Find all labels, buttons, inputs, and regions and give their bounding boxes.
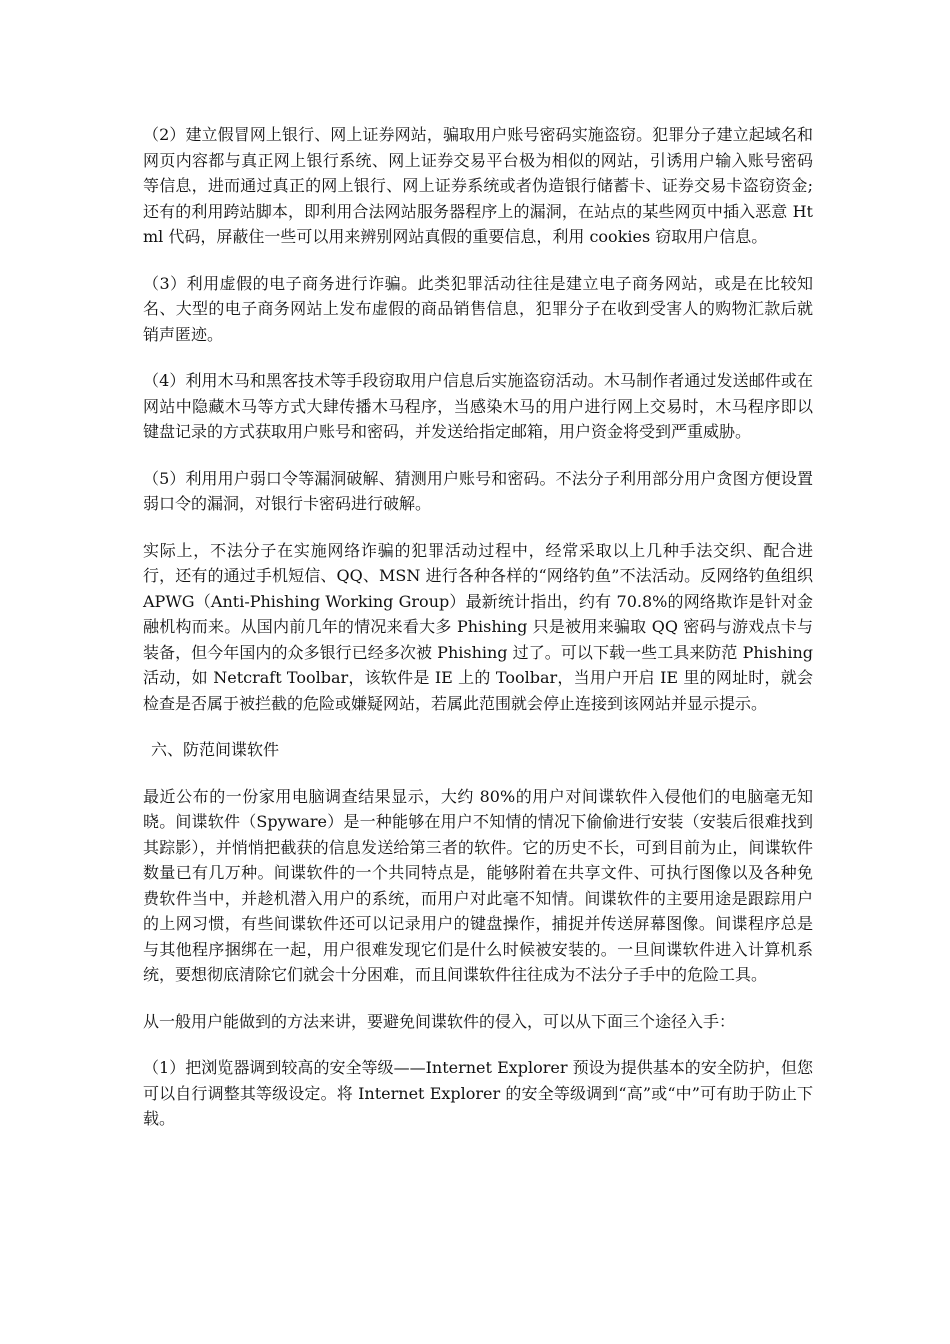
- paragraph-weak-passwords: （5）利用用户弱口令等漏洞破解、猜测用户账号和密码。不法分子利用部分用户贪图方便设置弱口令的漏洞，对银行卡密码进行破解。: [143, 468, 813, 513]
- paragraph-fake-bank-sites: （2）建立假冒网上银行、网上证券网站，骗取用户账号密码实施盗窃。犯罪分子建立起域名和网页内容都与真正网上银行系统、网上证券交易平台极为相似的网站，引诱用户输入账号密码等信息，进而通过真正的网上银行、网上证券系统或者伪造银行储蓄卡、证券交易卡盗窃资金;还有的利用跨站脚本，即利用合法网站服务器程序上的漏洞，在站点的某些网页中插入恶意 Html 代码，屏蔽住一些可以用来辨别网站真假的重要信息，利用 cookies 窃取用户信息。: [143, 125, 813, 246]
- paragraph-phishing-overview: 实际上，不法分子在实施网络诈骗的犯罪活动过程中，经常采取以上几种手法交织、配合进行，还有的通过手机短信、QQ、MSN 进行各种各样的“网络钓鱼”不法活动。反网络钓鱼组织 APWG（Anti-Phishing Working Group）最新统计指出，约有 70.8%的网络欺诈是针对金融机构而来。从国内前几年的情况来看大多 Phishing 只是被用来骗取 QQ 密码与游戏点卡与装备，但今年国内的众多银行已经多次被 Phishing 过了。可以下载一些工具来防范 Phishing 活动，如 Netcraft Toolbar，该软件是 IE 上的 Toolbar，当用户开启 IE 里的网址时，就会检查是否属于被拦截的危险或嫌疑网站，若属此范围就会停止连接到该网站并显示提示。: [143, 540, 813, 713]
- paragraph-trojans-hacking: （4）利用木马和黑客技术等手段窃取用户信息后实施盗窃活动。木马制作者通过发送邮件或在网站中隐藏木马等方式大肆传播木马程序，当感染木马的用户进行网上交易时，木马程序即以键盘记录的方式获取用户账号和密码，并发送给指定邮箱，用户资金将受到严重威胁。: [143, 371, 813, 441]
- paragraph-fake-ecommerce: （3）利用虚假的电子商务进行诈骗。此类犯罪活动往往是建立电子商务网站，或是在比较知名、大型的电子商务网站上发布虚假的商品销售信息，犯罪分子在收到受害人的购物汇款后就销声匿迹。: [143, 273, 813, 344]
- paragraph-spyware-avoidance-intro: 从一般用户能做到的方法来讲，要避免间谍软件的侵入，可以从下面三个途径入手：: [143, 1011, 736, 1031]
- paragraph-browser-security-level: （1）把浏览器调到较高的安全等级——Internet Explorer 预设为提供基本的安全防护，但您可以自行调整其等级设定。将 Internet Explorer 的安全等级调到“高”或“中”可有助于防止下载。: [143, 1058, 813, 1128]
- paragraph-spyware-description: 最近公布的一份家用电脑调查结果显示，大约 80%的用户对间谍软件入侵他们的电脑毫无知晓。间谍软件（Spyware）是一种能够在用户不知情的情况下偷偷进行安装（安装后很难找到其踪影），并悄悄把截获的信息发送给第三者的软件。它的历史不长，可到目前为止，间谍软件数量已有几万种。间谍软件的一个共同特点是，能够附着在共享文件、可执行图像以及各种免费软件当中，并趁机潜入用户的系统，而用户对此毫不知情。间谍软件的主要用途是跟踪用户的上网习惯，有些间谍软件还可以记录用户的键盘操作，捕捉并传送屏幕图像。间谍程序总是与其他程序捆绑在一起，用户很难发现它们是什么时候被安装的。一旦间谍软件进入计算机系统，要想彻底清除它们就会十分困难，而且间谍软件往往成为不法分子手中的危险工具。: [143, 786, 813, 984]
- section-heading-spyware: 六、防范间谍软件: [151, 740, 280, 759]
- document-page: [143, 122, 813, 1153]
